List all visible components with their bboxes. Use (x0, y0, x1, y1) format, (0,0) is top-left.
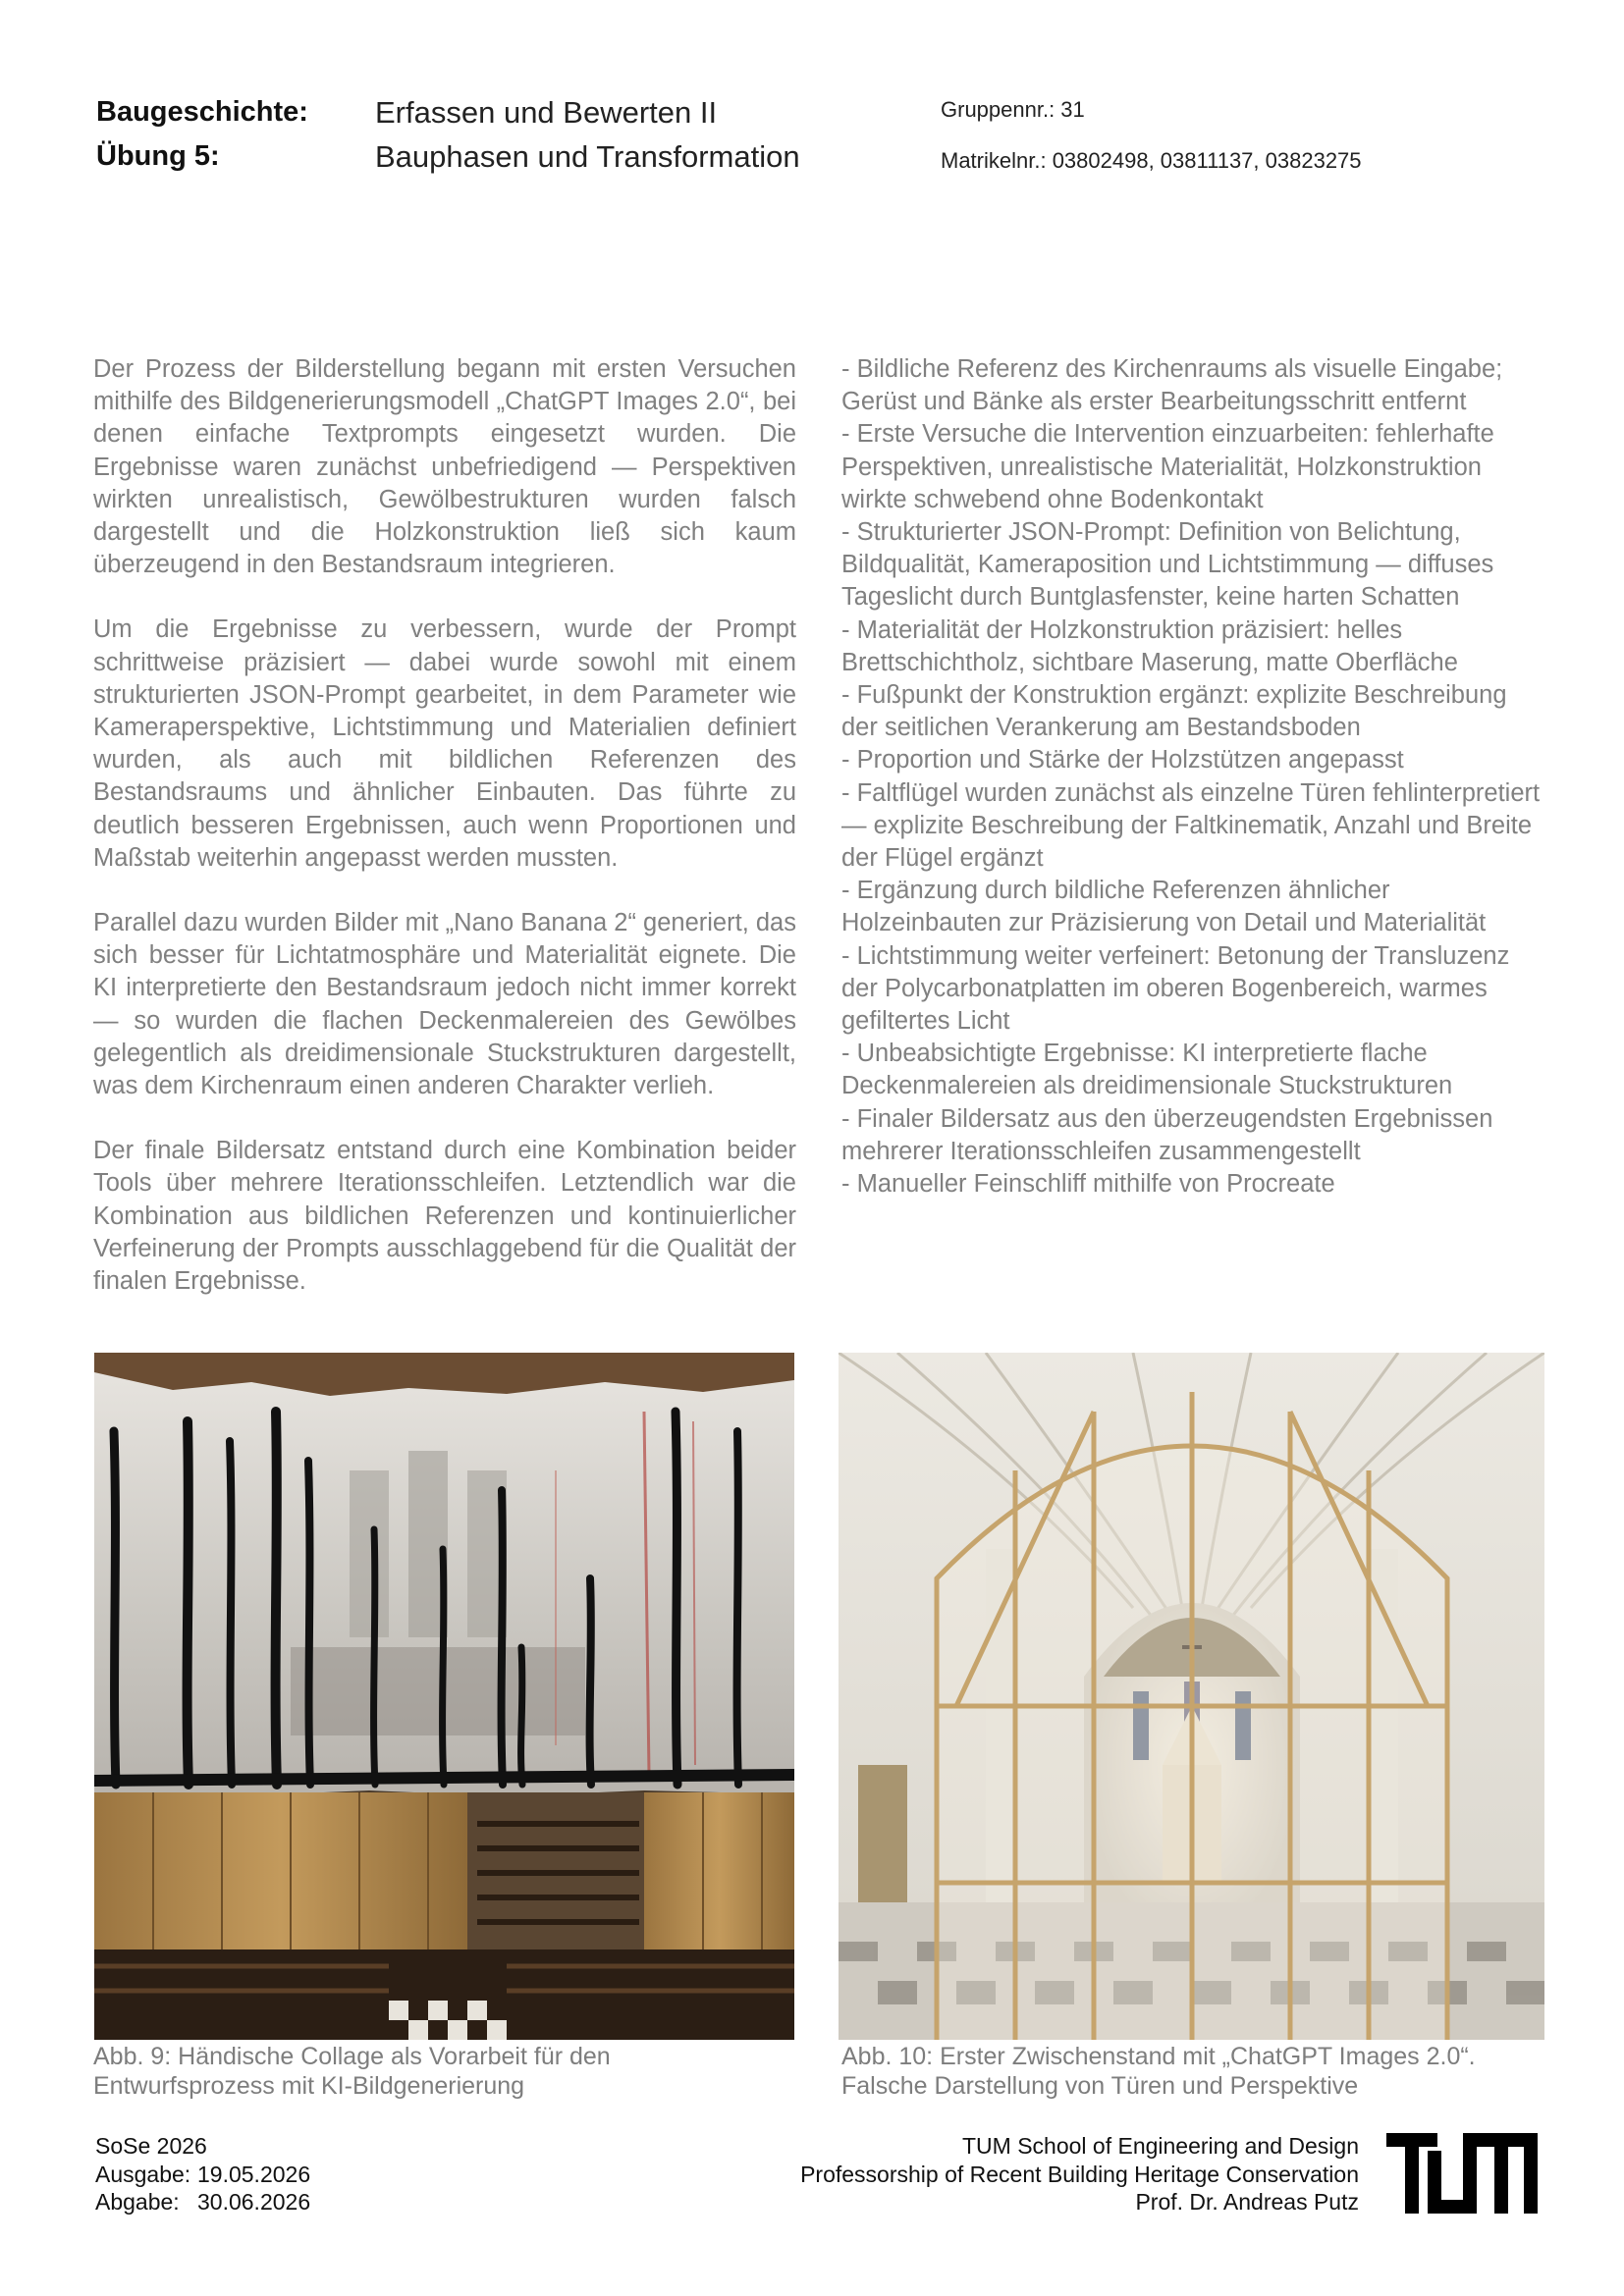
professor-name: Prof. Dr. Andreas Putz (1135, 2189, 1359, 2215)
rendering-image (839, 1353, 1544, 2040)
due-date: 30.06.2026 (197, 2189, 311, 2215)
matrikel-numbers: Matrikelnr.: 03802498, 03811137, 03823275 (941, 148, 1362, 173)
list-item: - Materialität der Holzkonstruktion präzisiert: helles Brettschichtholz, sichtbare Maserung, matte Oberfläche (841, 615, 1458, 676)
issue-date: 19.05.2026 (197, 2161, 311, 2187)
list-item: - Finaler Bildersatz aus den überzeugendsten Ergebnissen mehrerer Iterationsschleifen zusammengestellt (841, 1104, 1493, 1165)
process-list (841, 353, 1548, 1201)
list-item: - Unbeabsichtigte Ergebnisse: KI interpretierte flache Deckenmalereien als dreidimensionale Stuckstrukturen (841, 1040, 1453, 1100)
issue-label: Ausgabe: (95, 2161, 191, 2187)
list-item: - Erste Versuche die Intervention einzuarbeiten: fehlerhafte Perspektiven, unrealistische Materialität, Holzkonstruktion wirkte schwebend ohne Bodenkontakt (841, 420, 1494, 513)
paragraph: Parallel dazu wurden Bilder mit „Nano Banana 2“ generiert, das sich besser für Lichtatmosphäre und Materialität eignete. Die KI interpretierte den Bestandsraum jedoch nicht immer korrekt — so wurden die flachen Deckenmalereien des Gewölbes gelegentlich als dreidimensionale Stuckstrukturen dargestellt, was dem Kirchenraum einen anderen Charakter verlieh. (93, 909, 796, 1100)
list-item: - Ergänzung durch bildliche Referenzen ähnlicher Holzeinbauten zur Präzisierung von Detail und Materialität (841, 877, 1487, 937)
figure-rendering (839, 1353, 1544, 2040)
tum-logo (1386, 2133, 1538, 2214)
paragraph: Der finale Bildersatz entstand durch eine Kombination beider Tools über mehrere Iterationsschleifen. Letztendlich war die Kombination aus bildlichen Referenzen und kontinuierlicher Verfeinerung der Prompts ausschlaggebend für die Qualität der finalen Ergebnisse. (93, 1137, 796, 1296)
group-number: Gruppennr.: 31 (941, 97, 1085, 122)
footer-institution (800, 2132, 1359, 2216)
figure-collage (94, 1353, 794, 2040)
list-item: - Bildliche Referenz des Kirchenraums als visuelle Eingabe; Gerüst und Bänke als erster Bearbeitungsschritt entfernt (841, 355, 1503, 416)
footer-dates (95, 2132, 310, 2216)
list-item: - Faltflügel wurden zunächst als einzelne Türen fehlinterpretiert — explizite Beschreibung der Faltkinematik, Anzahl und Breite der Flügel ergänzt (841, 778, 1541, 873)
list-item: - Fußpunkt der Konstruktion ergänzt: explizite Beschreibung der seitlichen Verankerung am Bestandsboden (841, 681, 1507, 742)
school-name: TUM School of Engineering and Design (961, 2133, 1359, 2159)
exercise-title: Bauphasen und Transformation (375, 139, 800, 174)
list-item: - Manueller Feinschliff mithilfe von Procreate (841, 1170, 1335, 1199)
paragraph: Um die Ergebnisse zu verbessern, wurde der Prompt schrittweise präzisiert — dabei wurde sowohl mit einem strukturierten JSON-Prompt gearbeitet, in dem Parameter wie Kameraperspektive, Lichtstimmung und Materialien definiert wurden, als auch mit bildlichen Referenzen des Bestandsraums und ähnlicher Einbauten. Das führte zu deutlich besseren Ergebnissen, auch wenn Proportionen und Maßstab weiterhin angepasst werden mussten. (93, 615, 796, 872)
semester: SoSe 2026 (95, 2133, 207, 2159)
list-item: - Proportion und Stärke der Holzstützen angepasst (841, 746, 1404, 774)
course-label: Baugeschichte: (96, 96, 308, 128)
paragraph: Der Prozess der Bilderstellung begann mit ersten Versuchen mithilfe des Bildgenerierungsmodell „ChatGPT Images 2.0“, bei denen einfache Textprompts eingesetzt wurden. Die Ergebnisse waren zunächst unbefriedigend — Perspektiven wirkten unrealistisch, Gewölbestrukturen wurden falsch dargestellt und die Holzkonstruktion ließ sich kaum überzeugend in den Bestandsraum integrieren. (93, 355, 796, 579)
professorship-name: Professorship of Recent Building Heritage Conservation (800, 2161, 1359, 2187)
issue-date-row (95, 2161, 310, 2189)
exercise-label: Übung 5: (96, 140, 220, 172)
body-text-left (93, 353, 796, 1330)
figure-caption: Abb. 10: Erster Zwischenstand mit „ChatGPT Images 2.0“. Falsche Darstellung von Türen und Perspektive (841, 2043, 1476, 2100)
course-title: Erfassen und Bewerten II (375, 95, 718, 130)
figure-caption: Abb. 9: Händische Collage als Vorarbeit für den Entwurfsprozess mit KI-Bildgenerierung (93, 2043, 611, 2100)
list-item: - Lichtstimmung weiter verfeinert: Betonung der Transluzenz der Polycarbonatplatten im oberen Bogenbereich, warmes gefiltertes Licht (841, 941, 1510, 1036)
list-item: - Strukturierter JSON-Prompt: Definition von Belichtung, Bildqualität, Kameraposition und Lichtstimmung — diffuses Tageslicht durch Buntglasfenster, keine harten Schatten (841, 518, 1494, 612)
collage-image (94, 1353, 794, 2040)
due-label: Abgabe: (95, 2189, 180, 2215)
due-date-row (95, 2188, 310, 2216)
